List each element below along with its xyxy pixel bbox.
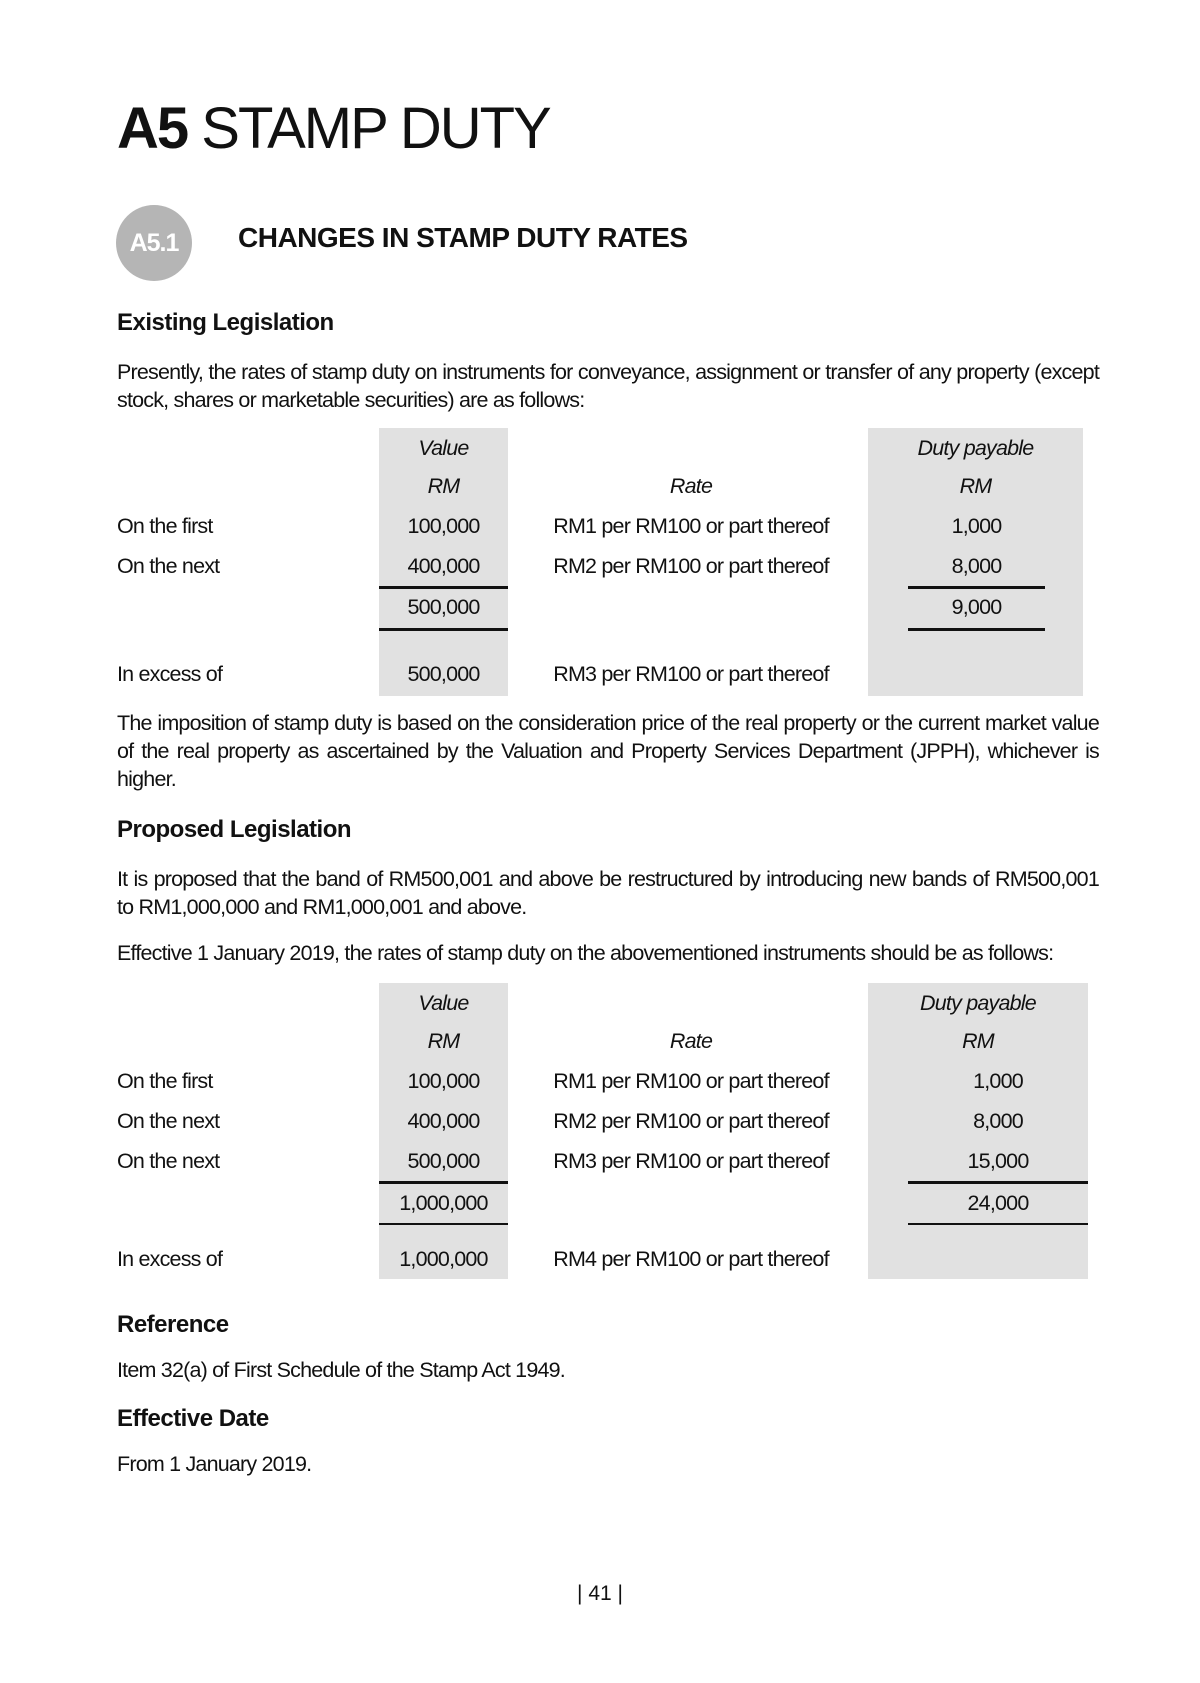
reference-text: Item 32(a) of First Schedule of the Stamp Act 1949. <box>117 1358 565 1382</box>
existing-note-paragraph: The imposition of stamp duty is based on the consideration price of the real property or the current market value of the real property as ascertained by the Valuation and Property Services Department (JPPH), whichever is higher. <box>117 711 1099 791</box>
total-rule <box>379 1223 508 1225</box>
existing-legislation-heading: Existing Legislation <box>117 309 334 336</box>
row-value: 400,000 <box>407 554 480 578</box>
row-value: 100,000 <box>407 514 480 538</box>
excess-label: In excess of <box>117 662 223 686</box>
row-duty: 1,000 <box>951 514 1002 538</box>
subtotal-rule <box>908 586 1045 589</box>
row-value: 100,000 <box>407 1069 480 1093</box>
page-number: | 41 | <box>577 1582 623 1605</box>
duty-unit-header: RM <box>962 1029 994 1053</box>
effective-date-text: From 1 January 2019. <box>117 1452 312 1476</box>
row-label: On the next <box>117 554 220 578</box>
total-rule <box>379 628 508 631</box>
proposed-intro-paragraph: It is proposed that the band of RM500,001 and above be restructured by introducing new bands of RM500,001 to RM1,000,000 and RM1,000,001 and above. <box>117 867 1099 919</box>
existing-intro-paragraph: Presently, the rates of stamp duty on instruments for conveyance, assignment or transfer of any property (except stock, shares or marketable securities) are as follows: <box>117 360 1099 412</box>
total-value: 1,000,000 <box>399 1191 488 1215</box>
total-rule <box>908 1223 1088 1225</box>
chapter-title-text: STAMP DUTY <box>201 96 550 161</box>
row-duty: 15,000 <box>967 1149 1029 1173</box>
duty-header: Duty payable <box>917 436 1034 460</box>
proposed-rates-table <box>117 983 1117 1279</box>
subtotal-rule <box>908 1181 1088 1184</box>
total-rule <box>908 628 1045 631</box>
value-header: Value <box>418 436 469 460</box>
row-rate: RM2 per RM100 or part thereof <box>553 1109 829 1133</box>
value-unit-header: RM <box>427 474 460 498</box>
total-duty: 24,000 <box>967 1191 1029 1215</box>
row-duty: 8,000 <box>973 1109 1023 1133</box>
subtotal-rule <box>379 1181 508 1184</box>
row-value: 500,000 <box>407 1149 480 1173</box>
row-label: On the first <box>117 514 213 538</box>
row-rate: RM1 per RM100 or part thereof <box>553 514 829 538</box>
row-rate: RM1 per RM100 or part thereof <box>553 1069 829 1093</box>
value-header: Value <box>418 991 469 1015</box>
rate-header: Rate <box>669 1029 713 1053</box>
total-duty: 9,000 <box>951 595 1002 619</box>
row-value: 400,000 <box>407 1109 480 1133</box>
proposed-legislation-heading: Proposed Legislation <box>117 816 352 843</box>
row-label: On the next <box>117 1109 220 1133</box>
excess-rate: RM4 per RM100 or part thereof <box>553 1247 829 1271</box>
excess-value: 500,000 <box>407 662 480 686</box>
duty-header: Duty payable <box>920 991 1036 1015</box>
proposed-effective-paragraph: Effective 1 January 2019, the rates of stamp duty on the abovementioned instruments should be as follows: <box>117 941 1054 965</box>
section-title: CHANGES IN STAMP DUTY RATES <box>238 222 688 253</box>
section-number-badge: A5.1 <box>116 205 192 281</box>
duty-unit-header: RM <box>959 474 992 498</box>
excess-value: 1,000,000 <box>399 1247 488 1271</box>
row-label: On the next <box>117 1149 220 1173</box>
subtotal-rule <box>379 586 508 589</box>
row-duty: 1,000 <box>973 1069 1023 1093</box>
row-rate: RM2 per RM100 or part thereof <box>553 554 829 578</box>
chapter-number: A5 <box>117 96 188 161</box>
row-rate: RM3 per RM100 or part thereof <box>553 1149 829 1173</box>
excess-label: In excess of <box>117 1247 223 1271</box>
effective-date-heading: Effective Date <box>117 1405 269 1432</box>
row-duty: 8,000 <box>951 554 1002 578</box>
row-label: On the first <box>117 1069 213 1093</box>
excess-rate: RM3 per RM100 or part thereof <box>553 662 829 686</box>
total-value: 500,000 <box>407 595 480 619</box>
rate-header: Rate <box>669 474 713 498</box>
existing-rates-table <box>117 428 1117 696</box>
value-unit-header: RM <box>427 1029 460 1053</box>
chapter-title <box>117 96 550 161</box>
reference-heading: Reference <box>117 1311 229 1338</box>
